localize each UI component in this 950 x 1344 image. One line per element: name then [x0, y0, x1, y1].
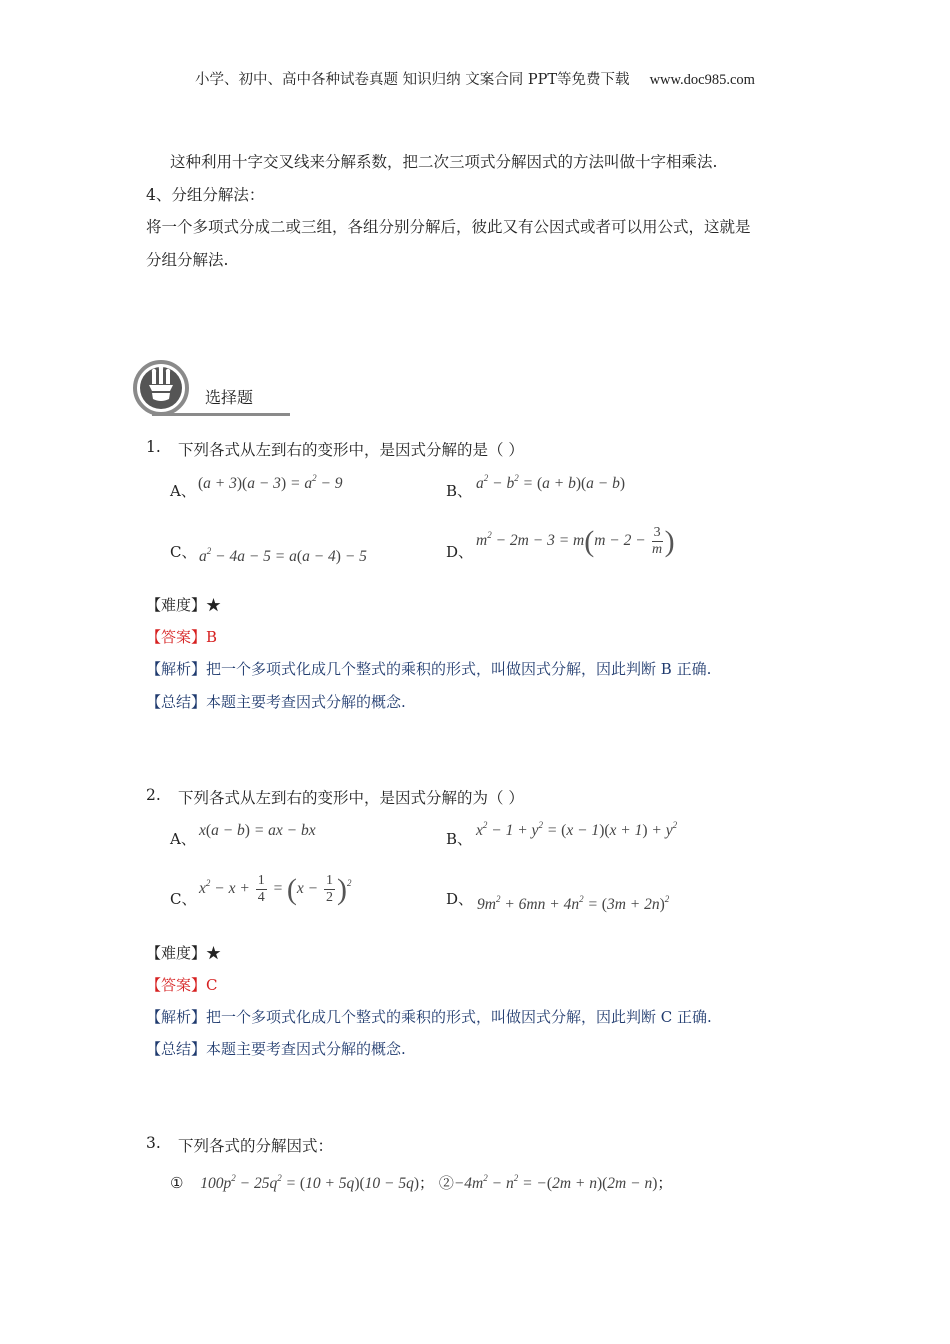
- intro-line: 这种利用十字交叉线来分解系数，把二次三项式分解因式的方法叫做十字相乘法.: [170, 153, 718, 171]
- q1-summary-tag: 【总结】: [146, 693, 207, 711]
- q3-item-1-marker: ①: [170, 1174, 184, 1192]
- q1-option-d-label: D、: [446, 543, 474, 561]
- section-underline: [152, 413, 290, 416]
- q1-analysis: [146, 658, 711, 679]
- q2-analysis-text: 把一个多项式化成几个整式的乘积的形式，叫做因式分解，因此判断 C 正确.: [206, 1008, 712, 1026]
- q1-option-a-formula: $(a + 3)(a - 3) = a^2 - 9$: [198, 473, 343, 492]
- page-header: [0, 68, 950, 89]
- q2-option-a-formula: x(a − b) = ax − bx: [199, 822, 316, 839]
- q3-separator: ；: [419, 1174, 435, 1192]
- q1-analysis-tag: 【解析】: [146, 660, 207, 678]
- section-icon: [132, 358, 192, 418]
- q2-summary-text: 本题主要考查因式分解的概念.: [206, 1040, 406, 1058]
- q1-answer: [146, 626, 217, 647]
- q2-summary: [146, 1038, 406, 1059]
- q2-option-d-formula: $9m^2 + 6mn + 4n^2 = (3m + 2n)^2$: [477, 894, 670, 913]
- q2-analysis: [146, 1006, 712, 1027]
- q2-difficulty: 【难度】★: [146, 944, 222, 962]
- q1-answer-tag: 【答案】: [146, 628, 207, 646]
- q2-option-c-label: C、: [170, 890, 197, 908]
- section-heading-4: 4、分组分解法：: [146, 186, 265, 204]
- intro-paragraph-line2: 分组分解法.: [146, 251, 229, 269]
- q3-item-2-formula: $-4m^2 - n^2 = -(2m + n)(2m - n)$: [453, 1173, 658, 1192]
- q3-stem: 下列各式的分解因式：: [178, 1137, 334, 1155]
- q2-option-b-label: B、: [446, 830, 473, 848]
- q1-number: 1.: [146, 438, 161, 456]
- q1-analysis-text: 把一个多项式化成几个整式的乘积的形式，叫做因式分解，因此判断 B 正确.: [206, 660, 712, 678]
- q1-summary: [146, 691, 406, 712]
- q2-number: 2.: [146, 786, 161, 804]
- q3-number: 3.: [146, 1134, 161, 1152]
- header-site: www.doc985.com: [649, 72, 755, 88]
- q1-summary-text: 本题主要考查因式分解的概念.: [206, 693, 406, 711]
- q2-answer-tag: 【答案】: [146, 976, 207, 994]
- intro-paragraph-line1: 将一个多项式分成二或三组，各组分别分解后，彼此又有公因式或者可以用公式，这就是: [146, 218, 751, 236]
- q2-option-d-label: D、: [446, 890, 474, 908]
- q2-analysis-tag: 【解析】: [146, 1008, 207, 1026]
- q1-answer-value: B: [206, 628, 218, 646]
- q2-option-c-formula: $x^2 - x$ + $\frac{1}{4}$ = (x − $\frac{1}{2}$ )$^2$: [199, 873, 352, 907]
- q1-difficulty: 【难度】★: [146, 596, 222, 614]
- header-text: 小学、初中、高中各种试卷真题 知识归纳 文案合同 PPT等免费下载: [195, 72, 630, 88]
- q1-option-b-label: B、: [446, 482, 473, 500]
- q3-item-2-marker: ②: [438, 1174, 454, 1192]
- q2-answer-value: C: [206, 976, 218, 994]
- q2-option-a-label: A、: [170, 830, 196, 848]
- q3-items: [170, 1172, 672, 1193]
- q2-summary-tag: 【总结】: [146, 1040, 207, 1058]
- q1-option-c-formula: $a^2 - 4a - 5 = a(a - 4) - 5$: [199, 546, 367, 565]
- chess-king-icon: [132, 358, 192, 418]
- q1-option-b-formula: $a^2 - b^2 = (a + b)(a - b)$: [476, 473, 626, 492]
- section-title: 选择题: [205, 388, 254, 407]
- q1-option-a-label: A、: [170, 482, 196, 500]
- q1-option-c-label: C、: [170, 543, 197, 561]
- q3-end-punct: ；: [657, 1174, 673, 1192]
- q2-option-b-formula: $x^2 - 1 + y^2 = (x - 1)(x + 1) + y^2$: [476, 820, 678, 839]
- q1-option-d-formula: $m^2 - 2m - 3 = m(m - 2$ − $\frac{3}{m}$ ): [476, 525, 675, 559]
- q3-item-1-formula: $100p^2 - 25q^2 = (10 + 5q)(10 - 5q)$: [200, 1173, 420, 1192]
- q2-stem: 下列各式从左到右的变形中，是因式分解的为（ ）: [178, 789, 524, 807]
- q1-stem: 下列各式从左到右的变形中，是因式分解的是（ ）: [178, 441, 524, 459]
- q2-answer: [146, 974, 218, 995]
